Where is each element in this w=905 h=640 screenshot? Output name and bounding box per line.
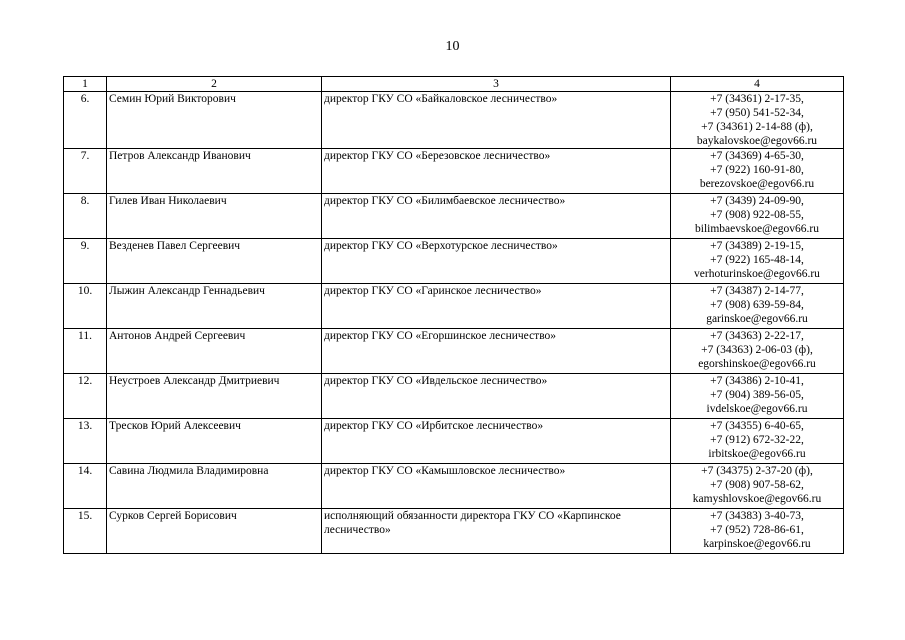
person-position: директор ГКУ СО «Байкаловское лесничество»: [322, 92, 671, 149]
person-name: Сурков Сергей Борисович: [107, 509, 322, 554]
row-number: 14.: [64, 464, 107, 509]
row-number: 8.: [64, 194, 107, 239]
person-position: директор ГКУ СО «Березовское лесничество»: [322, 149, 671, 194]
contact-email: irbitskoe@egov66.ru: [708, 448, 806, 460]
contact-phone: +7 (34361) 2-17-35,: [710, 93, 804, 105]
table-row: [64, 509, 844, 554]
contact-phone: +7 (3439) 24-09-90,: [710, 195, 804, 207]
table-header: [64, 77, 844, 92]
contact-phone: +7 (34363) 2-06-03 (ф),: [701, 344, 813, 356]
contacts-table: [63, 76, 844, 554]
header-col-2: 2: [107, 77, 322, 92]
contact-phone: +7 (912) 672-32-22,: [710, 434, 804, 446]
contact-phone: +7 (34363) 2-22-17,: [710, 330, 804, 342]
person-position: директор ГКУ СО «Билимбаевское лесничество»: [322, 194, 671, 239]
contact-phone: +7 (904) 389-56-05,: [710, 389, 804, 401]
table-row: [64, 419, 844, 464]
contact-email: berezovskoe@egov66.ru: [699, 178, 815, 190]
person-name: Семин Юрий Викторович: [107, 92, 322, 149]
person-position: директор ГКУ СО «Ивдельское лесничество»: [322, 374, 671, 419]
contact-phone: +7 (34389) 2-19-15,: [710, 240, 804, 252]
table-row: [64, 149, 844, 194]
row-number: 15.: [64, 509, 107, 554]
page-number: 10: [445, 39, 460, 54]
contact-phone: +7 (34361) 2-14-88 (ф),: [701, 121, 813, 133]
person-position: директор ГКУ СО «Верхотурское лесничество»: [322, 239, 671, 284]
table-body: [64, 92, 844, 554]
header-row: [64, 77, 844, 92]
contact-phone: +7 (950) 541-52-34,: [710, 107, 804, 119]
contact-info: [671, 464, 844, 509]
person-name: Гилев Иван Николаевич: [107, 194, 322, 239]
contact-info: [671, 419, 844, 464]
row-number: 10.: [64, 284, 107, 329]
contact-info: [671, 284, 844, 329]
contact-phone: +7 (908) 907-58-62,: [710, 479, 804, 491]
contact-phone: +7 (922) 160-91-80,: [710, 164, 804, 176]
contact-phone: +7 (922) 165-48-14,: [710, 254, 804, 266]
contact-phone: +7 (908) 922-08-55,: [710, 209, 804, 221]
header-col-4: 4: [671, 77, 844, 92]
table-row: [64, 284, 844, 329]
person-name: Петров Александр Иванович: [107, 149, 322, 194]
row-number: 12.: [64, 374, 107, 419]
contact-info: [671, 149, 844, 194]
contact-phone: +7 (34383) 3-40-73,: [710, 510, 804, 522]
contact-phone: +7 (34387) 2-14-77,: [710, 285, 804, 297]
table-row: [64, 239, 844, 284]
contact-info: [671, 329, 844, 374]
person-position: директор ГКУ СО «Егоршинское лесничество»: [322, 329, 671, 374]
contact-phone: +7 (34375) 2-37-20 (ф),: [701, 465, 813, 477]
row-number: 9.: [64, 239, 107, 284]
person-name: Неустроев Александр Дмитриевич: [107, 374, 322, 419]
row-number: 7.: [64, 149, 107, 194]
table-row: [64, 329, 844, 374]
person-name: Лыжин Александр Геннадьевич: [107, 284, 322, 329]
contact-email: baykalovskoe@egov66.ru: [696, 135, 818, 147]
contact-info: [671, 239, 844, 284]
table-row: [64, 464, 844, 509]
header-col-1: 1: [64, 77, 107, 92]
row-number: 13.: [64, 419, 107, 464]
person-name: Антонов Андрей Сергеевич: [107, 329, 322, 374]
person-position: директор ГКУ СО «Ирбитское лесничество»: [322, 419, 671, 464]
contact-email: garinskoe@egov66.ru: [706, 313, 808, 325]
contact-phone: +7 (34369) 4-65-30,: [710, 150, 804, 162]
contact-email: verhoturinskoe@egov66.ru: [694, 268, 820, 280]
contact-info: [671, 194, 844, 239]
contact-phone: +7 (952) 728-86-61,: [710, 524, 804, 536]
row-number: 11.: [64, 329, 107, 374]
person-position: исполняющий обязанности директора ГКУ СО «Карпинское лесничество»: [322, 509, 671, 554]
contact-phone: +7 (34386) 2-10-41,: [710, 375, 804, 387]
person-position: директор ГКУ СО «Камышловское лесничество»: [322, 464, 671, 509]
contact-info: [671, 509, 844, 554]
header-col-3: 3: [322, 77, 671, 92]
table-row: [64, 194, 844, 239]
contact-info: [671, 374, 844, 419]
person-name: Тресков Юрий Алексеевич: [107, 419, 322, 464]
contact-email: karpinskoe@egov66.ru: [703, 538, 811, 550]
contact-phone: +7 (908) 639-59-84,: [710, 299, 804, 311]
contact-email: kamyshlovskoe@egov66.ru: [692, 493, 822, 505]
contact-email: ivdelskoe@egov66.ru: [706, 403, 808, 415]
contact-phone: +7 (34355) 6-40-65,: [710, 420, 804, 432]
person-name: Савина Людмила Владимировна: [107, 464, 322, 509]
table-row: [64, 92, 844, 149]
contact-info: [671, 92, 844, 149]
person-name: Везденев Павел Сергеевич: [107, 239, 322, 284]
contact-email: bilimbaevskoe@egov66.ru: [695, 223, 819, 235]
person-position: директор ГКУ СО «Гаринское лесничество»: [322, 284, 671, 329]
table-row: [64, 374, 844, 419]
contact-email: egorshinskoe@egov66.ru: [698, 358, 816, 370]
row-number: 6.: [64, 92, 107, 149]
